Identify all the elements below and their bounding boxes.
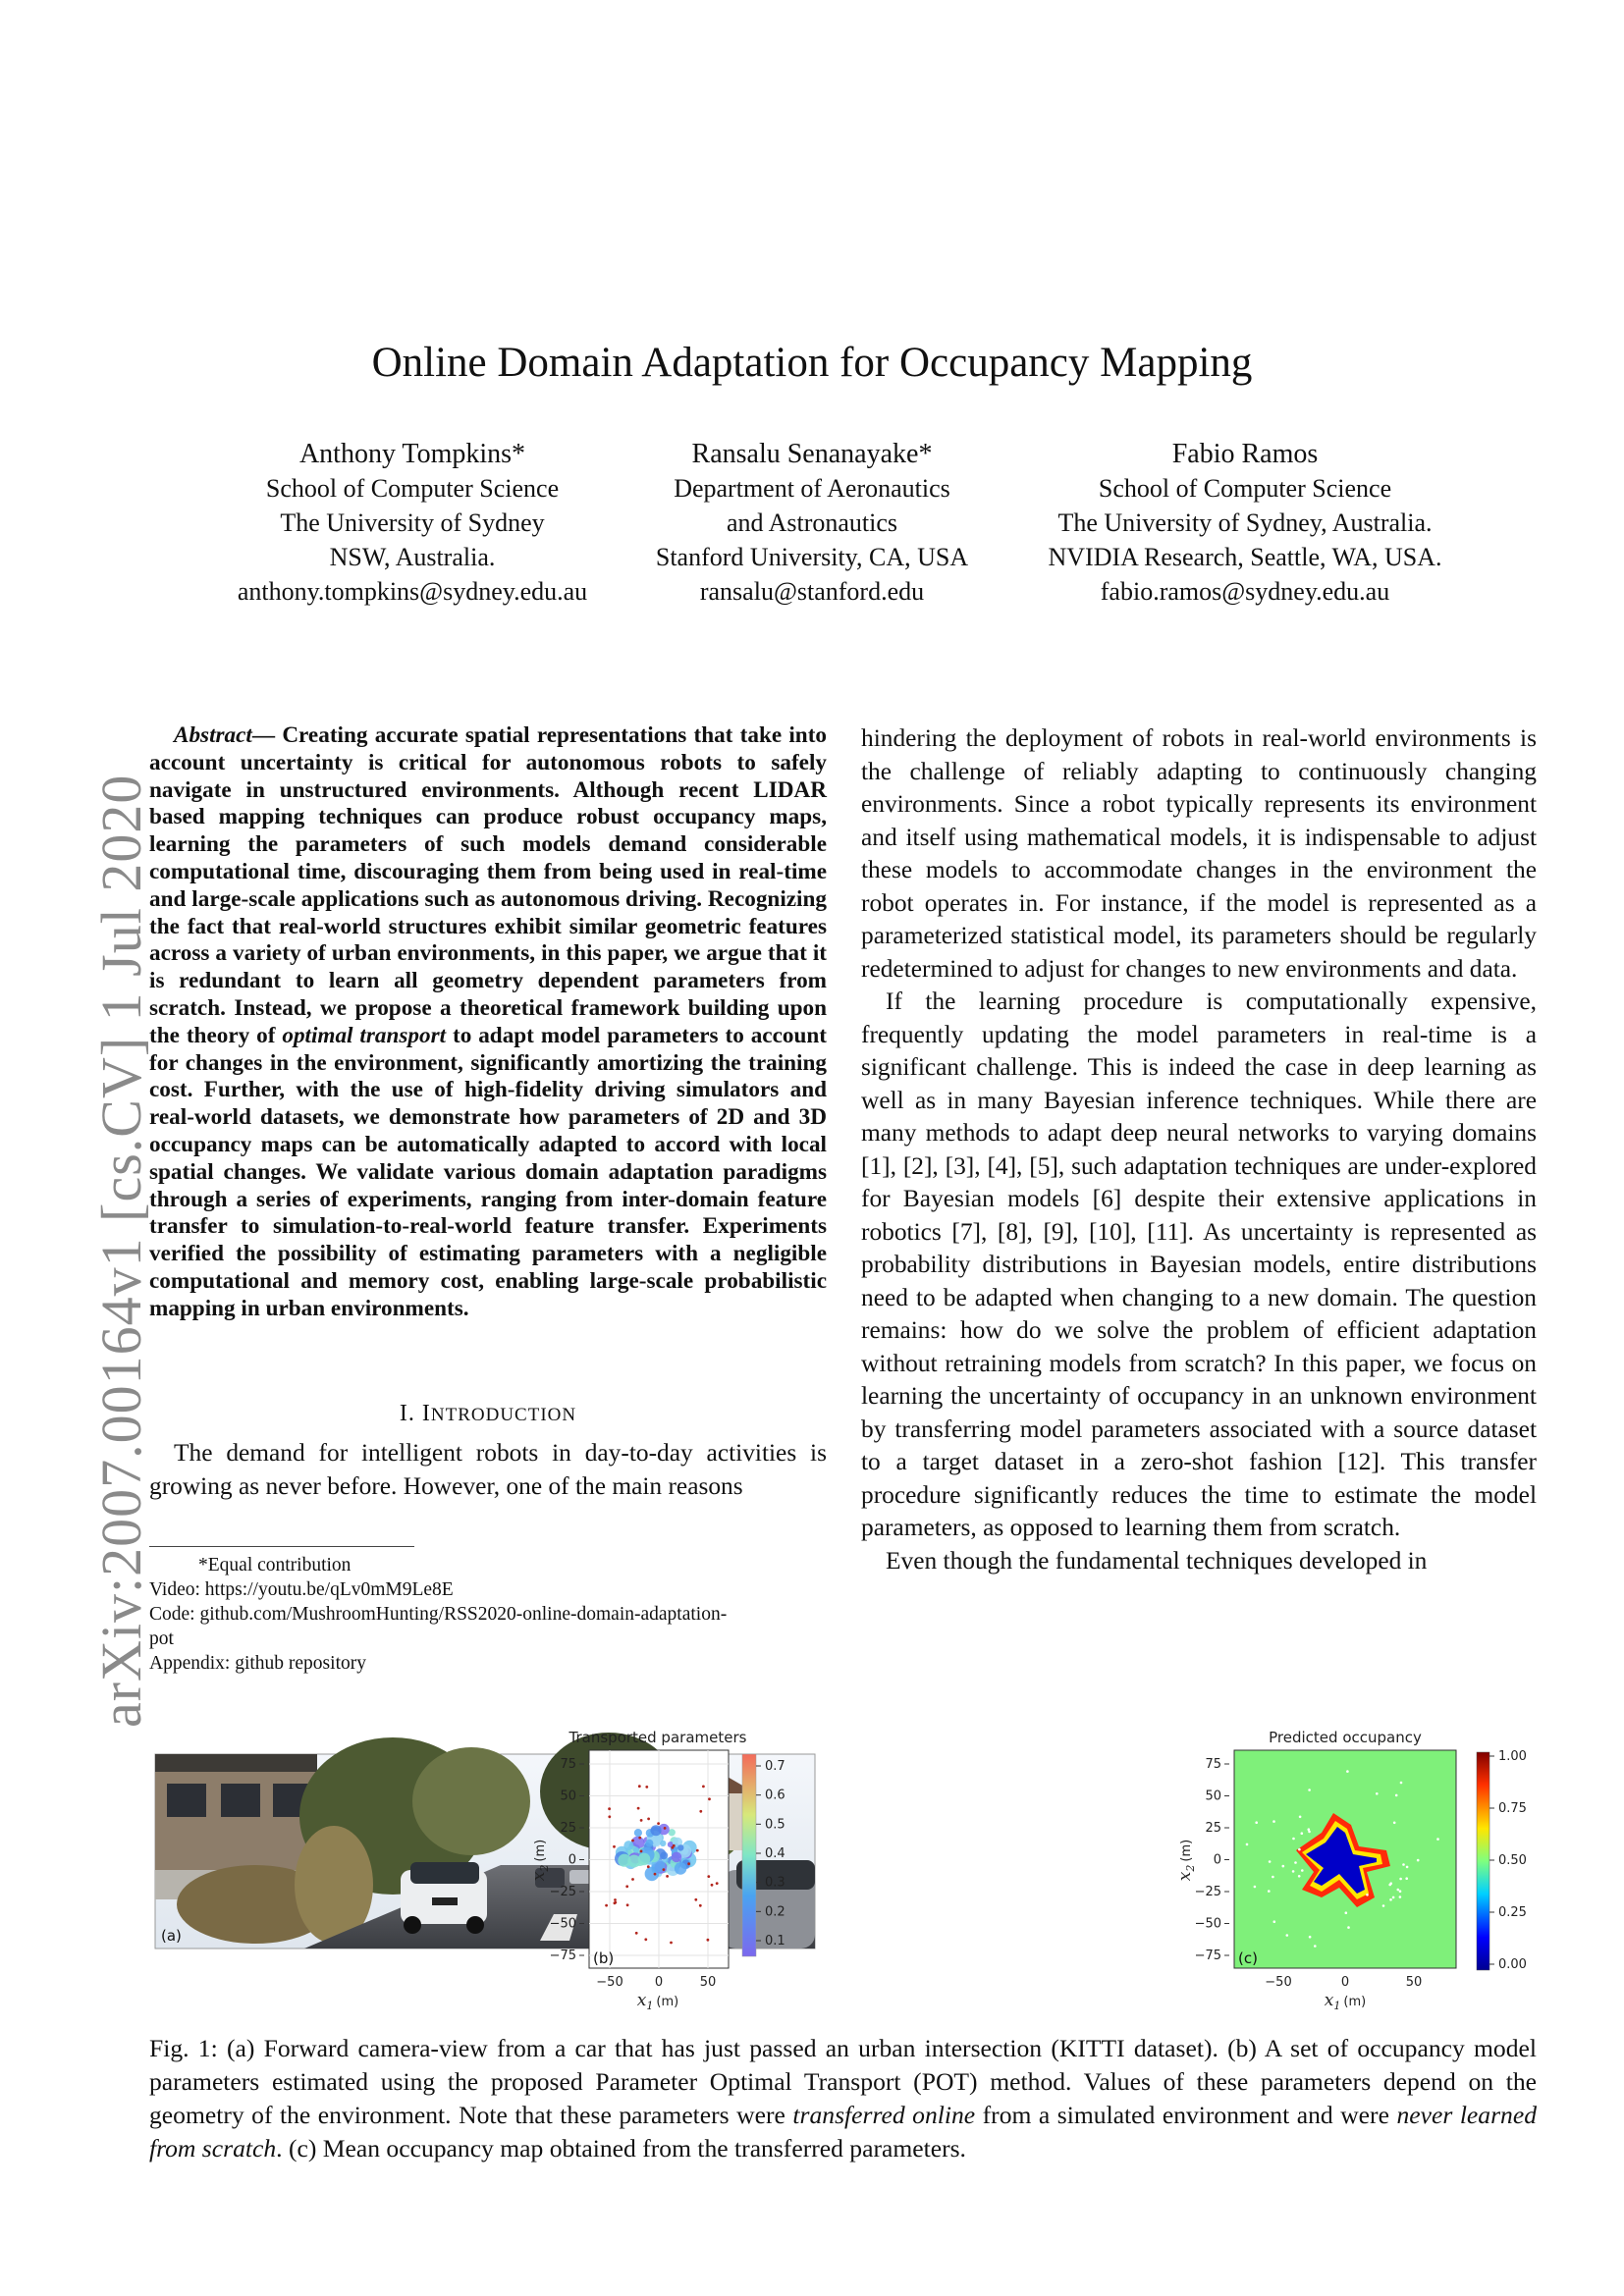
speckle-point bbox=[1389, 1898, 1392, 1901]
caption-emphasis-2: never learned from scratch bbox=[149, 2101, 1537, 2163]
scatter-point bbox=[618, 1854, 630, 1867]
speckle-point bbox=[1309, 1936, 1312, 1939]
author-affiliation: Department of Aeronautics bbox=[674, 474, 950, 503]
speckle-point bbox=[1286, 1934, 1289, 1937]
colorbar-tick-label: 0.75 bbox=[1498, 1801, 1527, 1816]
scatter-point bbox=[640, 1819, 643, 1822]
speckle-point bbox=[1308, 1831, 1311, 1834]
speckle-point bbox=[1393, 1822, 1396, 1825]
y-tick-label: 0 bbox=[1213, 1852, 1221, 1868]
scatter-point bbox=[666, 1875, 669, 1878]
speckle-point bbox=[1254, 1886, 1257, 1889]
y-tick-label: 0 bbox=[568, 1852, 576, 1868]
scatter-point bbox=[608, 1807, 611, 1810]
scatter-point bbox=[644, 1938, 647, 1941]
left-column bbox=[149, 722, 827, 1323]
author-block-1 bbox=[196, 437, 628, 609]
colorbar-tick-label: 0.5 bbox=[765, 1817, 785, 1833]
speckle-point bbox=[1292, 1838, 1295, 1841]
scatter-point bbox=[711, 1884, 714, 1887]
speckle-point bbox=[1268, 1890, 1271, 1893]
scatter-point bbox=[699, 1810, 702, 1813]
x-tick-label: 50 bbox=[1405, 1975, 1423, 1990]
abstract-text-2: to adapt model parameters to account for changes in the environment, significantly amortizing the training cost. Further, with the use of high-fidelity driving simulators and real-world datasets, we demonstrate how parameters of 2D and 3D occupancy maps can be automatically adapted to accord with local spatial changes. We validate various domain adaptation paradigms through a series of experiments, ranging from inter-domain feature transfer to simulation-to-real-world feature transfer. Experiments verified the possibility of estimating parameters with a negligible computational and memory cost, enabling large-scale probabilistic mapping in urban environments. bbox=[149, 1022, 828, 1321]
author-email: ransalu@stanford.edu bbox=[699, 577, 925, 606]
body-paragraph: Even though the fundamental techniques developed in bbox=[886, 1546, 1428, 1575]
author-affiliation: NSW, Australia. bbox=[329, 543, 496, 571]
colorbar-tick-label: 0.00 bbox=[1498, 1957, 1527, 1972]
scatter-point bbox=[631, 1878, 634, 1881]
colorbar-tick-label: 0.2 bbox=[765, 1904, 785, 1920]
speckle-point bbox=[1389, 1882, 1392, 1885]
panel-b-colorbar bbox=[742, 1754, 756, 1956]
scatter-point bbox=[623, 1841, 633, 1850]
caption-text-3: . (c) Mean occupancy map obtained from the transferred parameters. bbox=[276, 2134, 966, 2163]
abstract bbox=[149, 722, 827, 1323]
speckle-point bbox=[1397, 1889, 1400, 1892]
speckle-point bbox=[1298, 1875, 1301, 1878]
abstract-emphasis: optimal transport bbox=[282, 1022, 447, 1048]
scatter-point bbox=[670, 1942, 673, 1945]
scatter-point bbox=[716, 1882, 719, 1885]
speckle-point bbox=[1399, 1878, 1402, 1881]
y-tick-label: 25 bbox=[1205, 1821, 1221, 1836]
scatter-point bbox=[654, 1873, 657, 1876]
speckle-point bbox=[1395, 1794, 1398, 1797]
footnotes bbox=[149, 1553, 827, 1676]
body-paragraph: If the learning procedure is computationally expensive, frequently updating the model parameters in real-time is a significant challenge. This is indeed the case in deep learning as well as in many Bayesian inference techniques. While there are many methods to adapt deep neural networks to varying domains [1], [2], [3], [4], [5], such adaptation techniques are under-explored for Bayesian models [6] despite their extensive applications in robotics [7], [8], [9], [10], [11]. As uncertainty is represented as probability distributions in Bayesian models, entire distributions need to be adapted when changing to a new domain. The question remains: how do we solve the problem of efficient adaptation without retraining models from scratch? In this paper, we focus on learning the uncertainty of occupancy in an unknown environment by transferring model parameters associated with a source dataset to a target dataset in a zero-shot fashion [12]. This transfer procedure significantly reduces the time to estimate the model parameters, as opposed to learning them from scratch. bbox=[861, 988, 1537, 1541]
scatter-point bbox=[638, 1837, 641, 1840]
footnote-rule bbox=[149, 1546, 414, 1547]
speckle-point bbox=[1347, 1926, 1350, 1929]
scatter-point bbox=[637, 1807, 640, 1810]
y-tick-label: 75 bbox=[560, 1757, 576, 1772]
scatter-point bbox=[645, 1786, 648, 1789]
panel-c-title: Predicted occupancy bbox=[1269, 1729, 1422, 1746]
scatter-point bbox=[707, 1939, 710, 1942]
scatter-point bbox=[696, 1849, 699, 1852]
speckle-point bbox=[1272, 1876, 1274, 1879]
scatter-point bbox=[631, 1840, 634, 1842]
panel-c-tag: (c) bbox=[1238, 1949, 1258, 1967]
scatter-point bbox=[640, 1850, 643, 1853]
caption-text-2: from a simulated environment and were bbox=[975, 2101, 1397, 2129]
speckle-point bbox=[1314, 1945, 1317, 1948]
scatter-point bbox=[645, 1840, 653, 1847]
speckle-point bbox=[1399, 1896, 1402, 1898]
figure-1 bbox=[147, 1723, 1527, 2017]
speckle-point bbox=[1346, 1770, 1349, 1773]
author-affiliation: School of Computer Science bbox=[1098, 474, 1392, 503]
footnote-code[interactable]: Code: github.com/MushroomHunting/RSS2020-online-domain-adaptation- bbox=[149, 1604, 728, 1625]
x-tick-label: 0 bbox=[654, 1975, 664, 1990]
footnote-video[interactable]: Video: https://youtu.be/qLv0mM9Le8E bbox=[149, 1579, 454, 1600]
speckle-point bbox=[1399, 1890, 1402, 1893]
section-title-rest: NTRODUCTION bbox=[430, 1405, 577, 1425]
speckle-point bbox=[1301, 1869, 1304, 1872]
scatter-point bbox=[647, 1818, 650, 1821]
author-affiliation: School of Computer Science bbox=[265, 474, 560, 503]
author-email: anthony.tompkins@sydney.edu.au bbox=[237, 577, 588, 606]
scatter-point bbox=[660, 1851, 668, 1859]
body-paragraph: hindering the deployment of robots in real-world environments is the challenge of reliably adapting to continuously changing environments. Since a robot typically represents its environment and itself using mathematical models, it is indispensable to adjust these models to accommodate changes in the environment the robot operates in. For instance, if the model is represented as a parameterized statistical model, its parameters should be regularly redetermined to adjust for changes to new environments and data. bbox=[861, 724, 1537, 983]
scatter-point bbox=[687, 1862, 690, 1865]
speckle-point bbox=[1405, 1877, 1408, 1880]
speckle-point bbox=[1269, 1860, 1272, 1863]
panel-b-x-ticks bbox=[596, 1975, 716, 1990]
scatter-point bbox=[635, 1932, 638, 1935]
arxiv-id: arXiv:2007.00164v1 [cs.CV] 1 Jul 2020 bbox=[89, 774, 153, 1728]
panel-c-ylabel: $x_2^{(m)}$ bbox=[1175, 1839, 1197, 1882]
author-block-3 bbox=[1000, 437, 1490, 609]
paper-title: Online Domain Adaptation for Occupancy Mapping bbox=[371, 340, 1253, 386]
panel-c-y-ticks bbox=[1195, 1757, 1229, 1963]
panel-b-ylabel: $x_2^{(m)}$ bbox=[529, 1839, 551, 1882]
speckle-point bbox=[1417, 1859, 1420, 1862]
speckle-point bbox=[1402, 1863, 1405, 1866]
scatter-point bbox=[673, 1844, 676, 1847]
speckle-point bbox=[1273, 1920, 1276, 1923]
y-tick-label: 50 bbox=[560, 1789, 576, 1804]
speckle-point bbox=[1282, 1865, 1285, 1868]
author-block-2 bbox=[596, 437, 1028, 609]
panel-c-predicted-occupancy bbox=[1175, 1729, 1527, 2012]
author-affiliation: The University of Sydney, Australia. bbox=[1057, 508, 1433, 537]
abstract-label: Abstract bbox=[174, 722, 252, 748]
scatter-point bbox=[647, 1865, 650, 1868]
intro-text: The demand for intelligent robots in day-to-day activities is growing as never before. However, one of the main reasons bbox=[149, 1439, 827, 1500]
footnote-appendix: Appendix: github repository bbox=[149, 1653, 366, 1674]
speckle-point bbox=[1366, 1894, 1369, 1896]
abstract-text-1: Creating accurate spatial representations that take into account uncertainty is critical for autonomous robots to safely navigate in unstructured environments. Although recent LIDAR based mapping techniques can produce robust occupancy maps, learning the parameters of such models demand considerable computational time, discouraging them from being used in real-time and large-scale applications such as autonomous driving. Recognizing the fact that real-world structures exhibit similar geometric features across a variety of urban environments, in this paper, we argue that it is redundant to learn all geometry dependent parameters from scratch. Instead, we propose a theoretical framework building upon the theory of bbox=[149, 722, 828, 1048]
panel-c-colorbar bbox=[1477, 1752, 1489, 1970]
footnote-code-cont: pot bbox=[149, 1629, 174, 1649]
speckle-point bbox=[1246, 1843, 1249, 1846]
y-tick-label: 75 bbox=[1205, 1757, 1221, 1772]
scatter-point bbox=[605, 1904, 608, 1907]
author-affiliation: The University of Sydney bbox=[280, 508, 545, 537]
author-name: Ransalu Senanayake* bbox=[691, 439, 933, 469]
scatter-point bbox=[677, 1844, 683, 1850]
x-tick-label: 50 bbox=[699, 1975, 717, 1990]
author-affiliation: NVIDIA Research, Seattle, WA, USA. bbox=[1048, 543, 1442, 571]
panel-c-colorbar-ticks bbox=[1489, 1749, 1527, 1972]
arxiv-stamp bbox=[20, 746, 157, 1728]
colorbar-tick-label: 0.7 bbox=[765, 1759, 785, 1774]
caption-text-1: Fig. 1: (a) Forward camera-view from a car that has just passed an urban intersection (KITTI dataset). (b) A set of occupancy model parameters estimated using the proposed Parameter Optimal Transport (POT) method. Values of these parameters depend on the geometry of the environment. Note that these parameters were bbox=[149, 2034, 1537, 2129]
speckle-point bbox=[1308, 1789, 1311, 1791]
scatter-point bbox=[694, 1898, 697, 1901]
author-affiliation: Stanford University, CA, USA bbox=[655, 543, 969, 571]
scatter-point bbox=[657, 1822, 660, 1825]
panel-b-tag: (b) bbox=[593, 1949, 615, 1967]
scatter-point bbox=[651, 1825, 662, 1836]
scatter-point bbox=[702, 1786, 705, 1789]
scatter-point bbox=[638, 1853, 651, 1866]
panel-c-x-ticks bbox=[1265, 1975, 1422, 1990]
figure-caption bbox=[149, 2032, 1537, 2165]
scatter-point bbox=[626, 1903, 629, 1906]
section-number: I. bbox=[399, 1401, 415, 1426]
right-column bbox=[861, 722, 1537, 1577]
speckle-point bbox=[1298, 1848, 1301, 1851]
scatter-point bbox=[614, 1898, 617, 1901]
scatter-point bbox=[672, 1852, 682, 1863]
panel-c-xlabel: $x_1$ $^{(m)}$ bbox=[1324, 1991, 1367, 2012]
speckle-point bbox=[1436, 1838, 1439, 1841]
x-tick-label: −50 bbox=[1265, 1975, 1292, 1990]
author-affiliation: and Astronautics bbox=[726, 508, 898, 537]
speckle-point bbox=[1294, 1861, 1297, 1864]
scatter-point bbox=[699, 1904, 702, 1907]
scatter-point bbox=[608, 1815, 611, 1818]
caption-emphasis-1: transferred online bbox=[792, 2101, 976, 2129]
scatter-point bbox=[614, 1901, 617, 1904]
section-title-initial: I bbox=[421, 1401, 431, 1426]
speckle-point bbox=[1299, 1816, 1302, 1819]
author-name: Anthony Tompkins* bbox=[298, 439, 526, 469]
speckle-point bbox=[1345, 1911, 1348, 1914]
scatter-point bbox=[664, 1827, 667, 1830]
speckle-point bbox=[1406, 1866, 1409, 1869]
footnote-equal: *Equal contribution bbox=[198, 1555, 352, 1575]
x-tick-label: −50 bbox=[596, 1975, 623, 1990]
speckle-point bbox=[1400, 1782, 1403, 1785]
speckle-point bbox=[1376, 1792, 1379, 1795]
scatter-point bbox=[638, 1785, 641, 1788]
speckle-point bbox=[1308, 1828, 1311, 1831]
y-tick-label: 50 bbox=[1205, 1789, 1221, 1804]
speckle-point bbox=[1255, 1821, 1258, 1824]
speckle-point bbox=[1292, 1870, 1295, 1873]
author-name: Fabio Ramos bbox=[1171, 439, 1319, 469]
colorbar-tick-label: 1.00 bbox=[1498, 1749, 1527, 1764]
colorbar-tick-label: 0.4 bbox=[765, 1846, 785, 1861]
author-email: fabio.ramos@sydney.edu.au bbox=[1100, 577, 1390, 606]
colorbar-tick-label: 0.50 bbox=[1498, 1853, 1527, 1868]
y-tick-label: −25 bbox=[1194, 1885, 1221, 1899]
y-tick-label: 25 bbox=[560, 1821, 576, 1836]
figure-svg bbox=[147, 1723, 1527, 2017]
scatter-point bbox=[634, 1829, 642, 1837]
speckle-point bbox=[1392, 1896, 1395, 1899]
y-tick-label: −75 bbox=[1194, 1949, 1221, 1963]
scatter-point bbox=[708, 1797, 711, 1800]
y-tick-label: −50 bbox=[549, 1916, 576, 1932]
y-tick-label: −25 bbox=[549, 1885, 576, 1899]
scatter-point bbox=[663, 1868, 666, 1871]
scatter-point bbox=[613, 1845, 616, 1848]
y-tick-label: −75 bbox=[549, 1949, 576, 1963]
speckle-point bbox=[1301, 1832, 1304, 1835]
intro-paragraph-1 bbox=[149, 1437, 827, 1503]
scatter-point bbox=[675, 1862, 687, 1875]
scatter-point bbox=[707, 1875, 710, 1878]
speckle-point bbox=[1272, 1820, 1275, 1823]
colorbar-tick-label: 0.25 bbox=[1498, 1905, 1527, 1920]
scatter-point bbox=[633, 1847, 639, 1853]
section-heading bbox=[149, 1401, 827, 1427]
colorbar-tick-label: 0.3 bbox=[765, 1875, 785, 1891]
x-tick-label: 0 bbox=[1340, 1975, 1350, 1990]
panel-b-xlabel: $x_1$ $^{(m)}$ bbox=[636, 1991, 679, 2012]
abstract-dash: — bbox=[251, 722, 283, 748]
colorbar-tick-label: 0.6 bbox=[765, 1788, 785, 1803]
speckle-point bbox=[1382, 1904, 1385, 1907]
y-tick-label: −50 bbox=[1194, 1916, 1221, 1932]
panel-b-title: Transported parameters bbox=[568, 1729, 747, 1746]
scatter-point bbox=[625, 1885, 628, 1888]
colorbar-tick-label: 0.1 bbox=[765, 1934, 785, 1949]
panel-a-tag: (a) bbox=[161, 1927, 182, 1945]
